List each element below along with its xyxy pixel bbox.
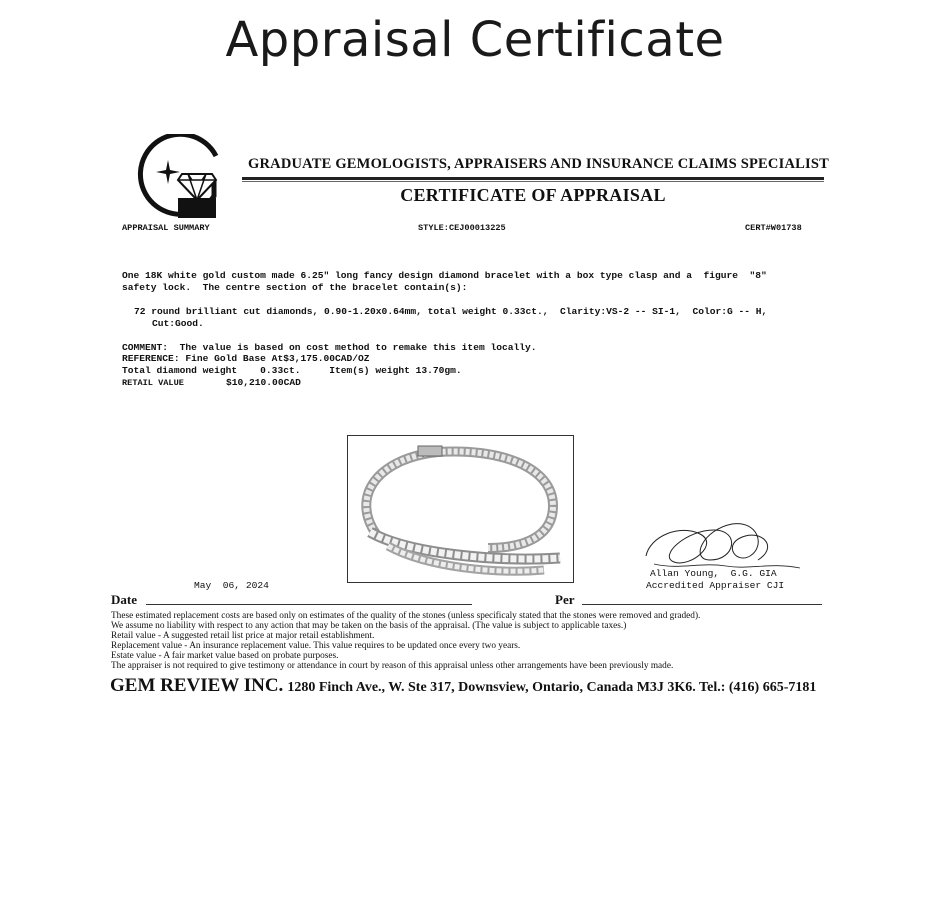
retail-value: $10,210.00CAD (226, 377, 301, 388)
date-line (146, 604, 472, 605)
disclaimer-6: The appraiser is not required to give testimony or attendance in court by reason of this appraisal unless other arrangements have been previously made. (111, 661, 674, 671)
per-line (582, 604, 822, 605)
company-logo-icon (136, 134, 222, 222)
appraiser-name: Allan Young, G.G. GIA (650, 568, 777, 579)
style-number: STYLE:CEJ00013225 (418, 223, 506, 233)
appraisal-summary-label: APPRAISAL SUMMARY (122, 223, 210, 233)
header-rule (242, 177, 824, 180)
diamonds-line-2: Cut:Good. (152, 318, 204, 329)
disclaimer-5: Estate value - A fair market value based on probate purposes. (111, 651, 339, 661)
company-address: 1280 Finch Ave., W. Ste 317, Downsview, Ontario, Canada M3J 3K6. Tel.: (416) 665-7181 (287, 680, 817, 695)
reference: REFERENCE: Fine Gold Base At$3,175.00CAD/OZ (122, 353, 370, 364)
diamonds-line-1: 72 round brilliant cut diamonds, 0.90-1.20x0.64mm, total weight 0.33ct., Clarity:VS-2 -- SI-1, Color:G -- H, (134, 306, 768, 317)
comment: COMMENT: The value is based on cost method to remake this item locally. (122, 342, 537, 353)
disclaimer-3: Retail value - A suggested retail list price at major retail establishment. (111, 631, 375, 641)
bracelet-image-icon (348, 436, 573, 582)
header-rule-thin (242, 181, 824, 182)
retail-value-label: RETAIL VALUE (122, 378, 184, 388)
per-label: Per (555, 592, 575, 607)
disclaimer-4: Replacement value - An insurance replacement value. This value requires to be updated once every two years. (111, 641, 521, 651)
header-tagline: GRADUATE GEMOLOGISTS, APPRAISERS AND INSURANCE CLAIMS SPECIALIST (248, 156, 829, 172)
weights: Total diamond weight 0.33ct. Item(s) weight 13.70gm. (122, 365, 462, 376)
description-line-1: One 18K white gold custom made 6.25" long fancy design diamond bracelet with a box type clasp and a figure "8" (122, 270, 767, 281)
date-value: May 06, 2024 (194, 580, 269, 591)
appraiser-title: Accredited Appraiser CJI (646, 580, 785, 591)
page-title: Appraisal Certificate (225, 12, 725, 68)
disclaimer-1: These estimated replacement costs are based only on estimates of the quality of the stones (unless specificaly stated that the stones were removed and graded). (111, 611, 701, 621)
footer (110, 675, 816, 697)
description-line-2: safety lock. The centre section of the bracelet contain(s): (122, 282, 468, 293)
certificate-title: CERTIFICATE OF APPRAISAL (400, 185, 666, 205)
bracelet-photo (347, 435, 574, 583)
disclaimer-2: We assume no liability with respect to any action that may be taken on the basis of the appraisal. (The value is subject to applicable taxes.) (111, 621, 627, 631)
company-name: GEM REVIEW INC. (110, 675, 284, 696)
date-label: Date (111, 592, 137, 607)
cert-number: CERT#W01738 (745, 223, 802, 233)
